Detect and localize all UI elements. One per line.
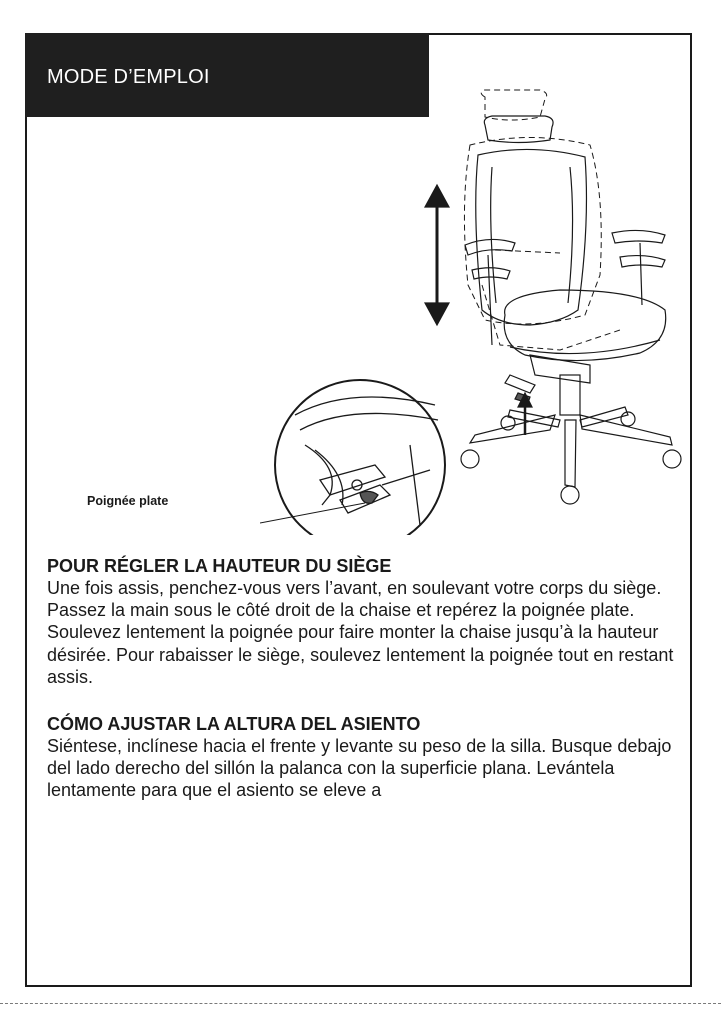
section-heading-fr: POUR RÉGLER LA HAUTEUR DU SIÈGE [47,556,392,576]
handle-detail-circle [260,380,445,535]
chair-illustration [260,85,700,535]
section-heading-es: CÓMO AJUSTAR LA ALTURA DEL ASIENTO [47,714,421,734]
section-spanish [47,713,682,802]
section-body-es: Siéntese, inclínese hacia el frente y levante su peso de la silla. Busque debajo del lado derecho del sillón la palanca con la superficie plana. Levántela lentamente para que el asiento se eleve a [47,736,672,801]
height-adjust-arrow-icon [425,185,449,325]
section-body-fr: Une fois assis, penchez-vous vers l’avant, en soulevant votre corps du siège. Passez la main sous le côté droit de la chaise et repérez la poignée plate. Soulevez lentement la poignée pour faire monter la chaise jusqu’à la hauteur désirée. Pour rabaisser le siège, soulevez lentement la poignée tout en restant assis. [47,578,674,687]
section-french [47,555,682,688]
bottom-dashed-rule [0,1003,721,1004]
page-title: MODE D’EMPLOI [47,66,210,88]
flat-handle-label: Poignée plate [87,494,169,508]
